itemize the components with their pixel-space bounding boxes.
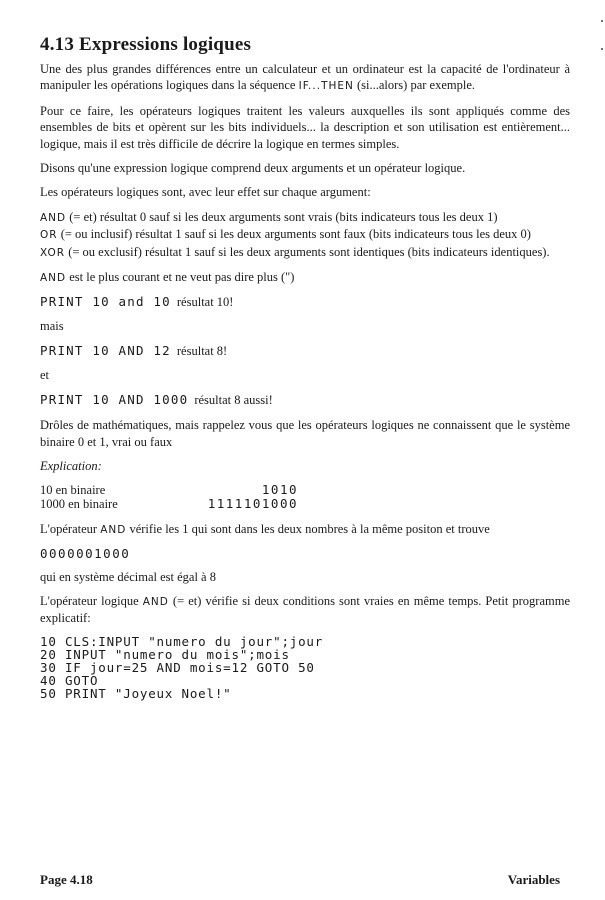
binary-row bbox=[40, 497, 570, 511]
scan-speck-mark bbox=[601, 20, 603, 22]
definition-or-text: (= ou inclusif) résultat 1 sauf si les deux arguments sont faux (bits indicateurs tous les deux 0) bbox=[57, 227, 531, 242]
and-position-text-end: vérifie les 1 qui sont dans les deux nombres à la même positon et trouve bbox=[126, 521, 490, 536]
example-3 bbox=[40, 392, 570, 408]
operator-definitions bbox=[40, 209, 570, 261]
binary-paragraph: Drôles de mathématiques, mais rappelez vous que les opérateurs logiques ne connaissent que le système binaire 0 et 1, vrai ou faux bbox=[40, 418, 570, 449]
connector-mais: mais bbox=[40, 319, 64, 334]
program-line: 30 IF jour=25 AND mois=12 GOTO 50 bbox=[40, 659, 315, 675]
xor-keyword: XOR bbox=[40, 246, 66, 259]
basic-program bbox=[40, 635, 570, 700]
binary-result: 0000001000 bbox=[40, 546, 131, 562]
program-line: 20 INPUT "numero du mois";mois bbox=[40, 646, 290, 662]
example-1 bbox=[40, 294, 570, 310]
definition-xor bbox=[40, 244, 570, 261]
example-2-result: résultat 8! bbox=[176, 344, 228, 359]
binary-table bbox=[40, 483, 570, 511]
operators-paragraph: Pour ce faire, les opérateurs logiques traitent les valeurs auxquelles ils sont appliqués comme des ensembles de bits et opèrent sur les bits individuels... la description et son utilisation est entièrement... logique, mais il est très difficile de décrire la logique en termes simples. bbox=[40, 103, 570, 151]
document-page bbox=[40, 34, 570, 700]
if-then-keyword: IF...THEN bbox=[298, 80, 354, 93]
program-line: 40 GOTO bbox=[40, 672, 99, 688]
and-keyword: AND bbox=[142, 595, 169, 608]
page-number: Page 4.18 bbox=[40, 872, 93, 887]
and-conditions-text-end: (= et) vérifie si deux conditions sont vraies en même temps. Petit programme explicatif: bbox=[40, 593, 570, 626]
and-position-text: L'opérateur bbox=[40, 521, 101, 536]
definition-xor-text: (= ou exclusif) résultat 1 sauf si les deux arguments sont identiques (bits indicateurs identiques). bbox=[65, 244, 550, 259]
and-keyword: AND bbox=[40, 272, 67, 285]
page-footer bbox=[40, 872, 560, 888]
and-position-paragraph bbox=[40, 521, 570, 538]
and-conditions-text: L'opérateur logique bbox=[40, 593, 143, 608]
example-2 bbox=[40, 343, 570, 359]
and-keyword: AND bbox=[40, 211, 67, 224]
example-3-result: résultat 8 aussi! bbox=[194, 393, 273, 408]
decimal-paragraph: qui en système décimal est égal à 8 bbox=[40, 569, 216, 584]
binary-value: 1010 bbox=[261, 481, 298, 497]
explication-label: Explication: bbox=[40, 459, 102, 474]
program-line: 10 CLS:INPUT "numero du jour";jour bbox=[40, 633, 324, 649]
and-keyword: AND bbox=[100, 523, 127, 536]
program-line: 50 PRINT "Joyeux Noel!" bbox=[40, 685, 232, 701]
and-conditions-paragraph bbox=[40, 593, 570, 627]
example-1-code: PRINT 10 and 10 bbox=[40, 294, 171, 310]
and-note-text: est le plus courant et ne veut pas dire plus (") bbox=[66, 270, 295, 285]
intro-text: Une des plus grandes différences entre un calculateur et un ordinateur est la capacité de l'ordinateur à manipuler les opérations logiques dans la séquence bbox=[40, 62, 570, 93]
intro-paragraph bbox=[40, 61, 570, 95]
operators-list-intro: Les opérateurs logiques sont, avec leur effet sur chaque argument: bbox=[40, 185, 371, 200]
or-keyword: OR bbox=[40, 229, 58, 242]
binary-label: 10 en binaire bbox=[40, 482, 106, 497]
connector-et: et bbox=[40, 368, 50, 383]
intro-text-end: (si...alors) par exemple. bbox=[353, 78, 476, 93]
example-1-result: résultat 10! bbox=[176, 295, 234, 310]
definition-and-text: (= et) résultat 0 sauf si les deux arguments sont vrais (bits indicateurs tous les deux 1) bbox=[66, 209, 498, 224]
definition-and bbox=[40, 209, 570, 226]
and-note bbox=[40, 269, 570, 286]
scan-speck-mark bbox=[601, 48, 603, 50]
chapter-name: Variables bbox=[507, 872, 560, 887]
expression-paragraph: Disons qu'une expression logique comprend deux arguments et un opérateur logique. bbox=[40, 161, 466, 176]
section-heading: 4.13 Expressions logiques bbox=[40, 34, 252, 55]
binary-label: 1000 en binaire bbox=[40, 496, 118, 511]
example-2-code: PRINT 10 AND 12 bbox=[40, 343, 171, 359]
binary-value: 1111101000 bbox=[207, 495, 298, 511]
example-3-code: PRINT 10 AND 1000 bbox=[40, 392, 189, 408]
binary-row bbox=[40, 483, 570, 497]
definition-or bbox=[40, 226, 570, 243]
